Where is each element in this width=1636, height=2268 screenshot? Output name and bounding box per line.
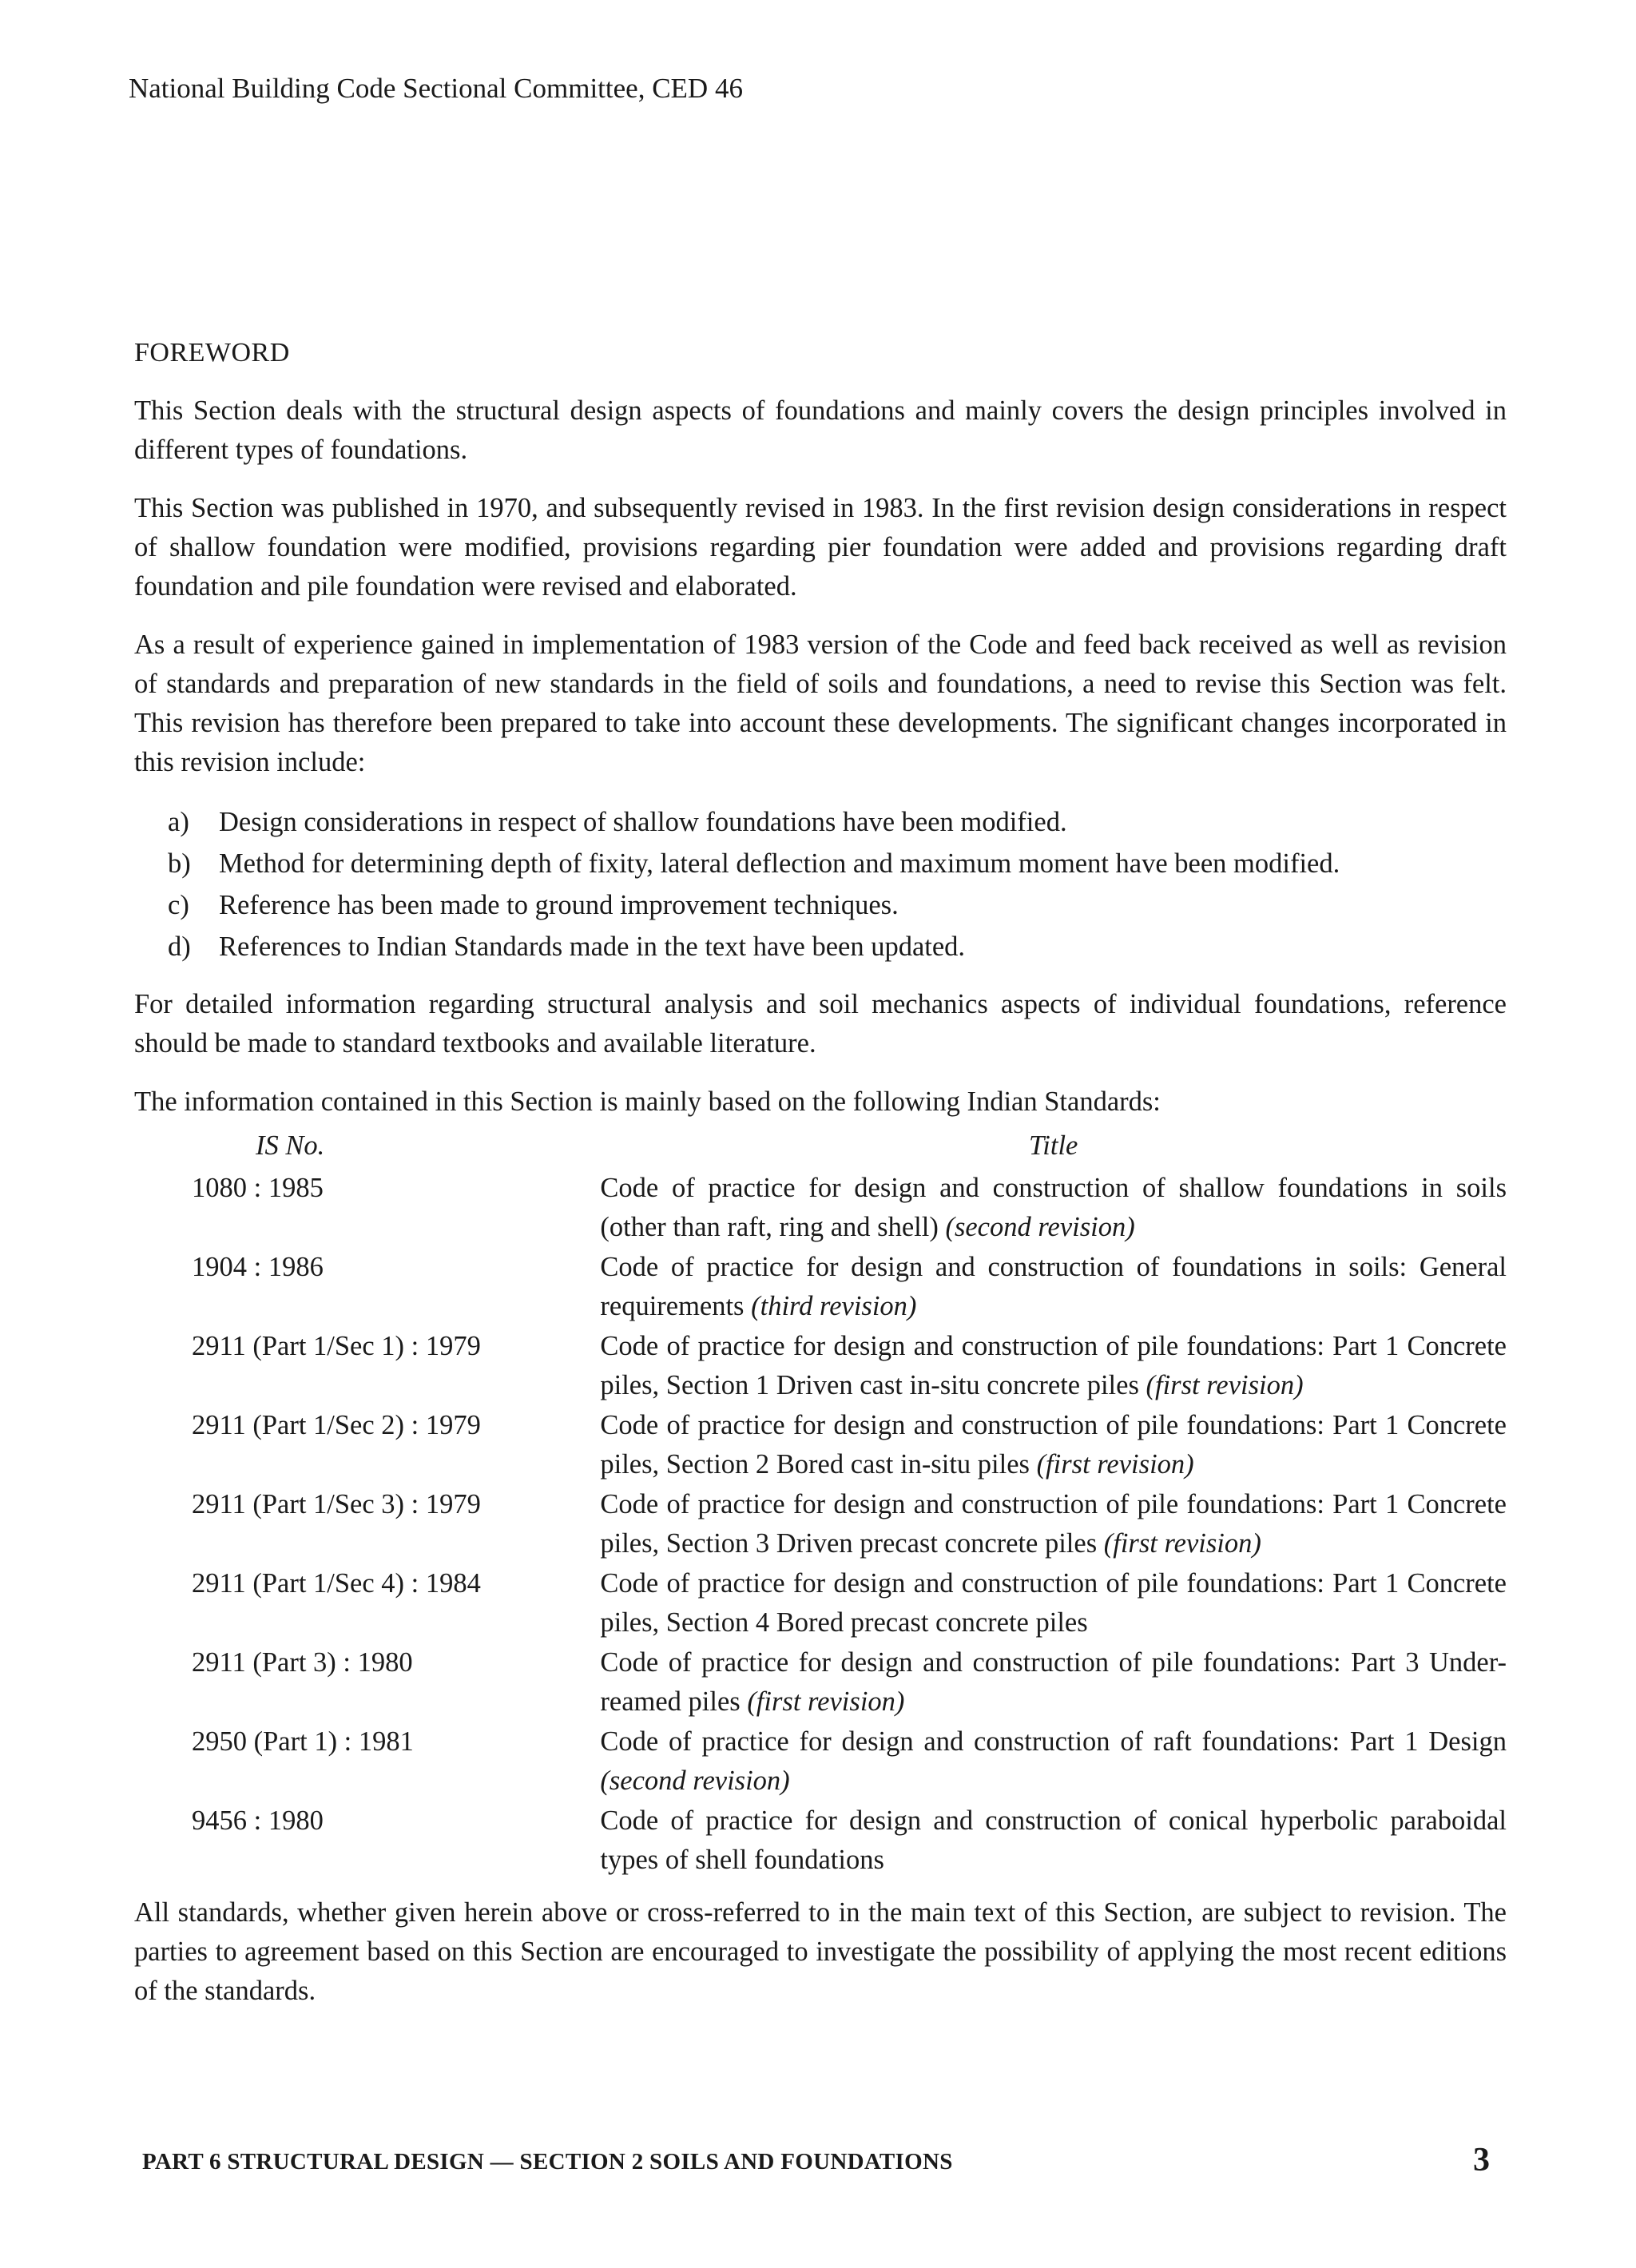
- standard-title-cell: [600, 1248, 1507, 1327]
- list-marker: c): [168, 890, 189, 920]
- column-header-isno: IS No.: [256, 1130, 325, 1161]
- paragraph-closing: All standards, whether given herein above or cross-referred to in the main text of this Section, are subject to revision. The parties to agreement based on this Section are encouraged to investigate the possibility of applying the most recent editions of the standards.: [134, 1897, 1507, 2006]
- list-item: [134, 884, 1507, 926]
- standards-table-body: [134, 1169, 1507, 1881]
- standard-title: Code of practice for design and construction of foundations in soils: General requirements: [600, 1252, 1507, 1321]
- standard-number: 2911 (Part 1/Sec 4) : 1984: [192, 1568, 481, 1599]
- paragraph-history: This Section was published in 1970, and subsequently revised in 1983. In the first revision design considerations in respect of shallow foundation were modified, provisions regarding pier foundation were added and provisions regarding draft foundation and pile foundation were revised and elaborated.: [134, 493, 1507, 602]
- standard-title-cell: [600, 1406, 1507, 1485]
- running-footer: PART 6 STRUCTURAL DESIGN — SECTION 2 SOILS AND FOUNDATIONS: [142, 2149, 953, 2175]
- list-item-text: Method for determining depth of fixity, lateral deflection and maximum moment have been modified.: [219, 848, 1340, 879]
- paragraph-revision: As a result of experience gained in implementation of 1983 version of the Code and feed back received as well as revision of standards and preparation of new standards in the field of soils and foundations, a need to revise this Section was felt. This revision has therefore been prepared to take into account these developments. The significant changes incorporated in this revision include:: [134, 630, 1507, 777]
- standard-title: Code of practice for design and construction of pile foundations: Part 1 Concrete piles, Section 2 Bored cast in-situ piles: [600, 1410, 1507, 1480]
- section-heading: FOREWORD: [134, 338, 290, 367]
- table-header-row: [134, 1126, 1507, 1169]
- standard-number: 1080 : 1985: [192, 1173, 324, 1203]
- standard-number: 2911 (Part 1/Sec 1) : 1979: [192, 1331, 481, 1361]
- list-marker: d): [168, 931, 191, 962]
- revision-note: (third revision): [751, 1291, 917, 1321]
- list-item-text: Design considerations in respect of shallow foundations have been modified.: [219, 807, 1067, 837]
- standard-title-cell: [600, 1485, 1507, 1564]
- table-row: [134, 1643, 1507, 1722]
- table-row: [134, 1327, 1507, 1406]
- standard-title-cell: [600, 1564, 1507, 1643]
- standard-number: 2911 (Part 1/Sec 3) : 1979: [192, 1489, 481, 1519]
- standard-title-cell: [600, 1722, 1507, 1801]
- standard-number: 9456 : 1980: [192, 1805, 324, 1836]
- table-row: [134, 1248, 1507, 1327]
- standard-title: Code of practice for design and construction of conical hyperbolic paraboidal types of shell foundations: [600, 1805, 1507, 1875]
- revision-note: (first revision): [1146, 1370, 1304, 1400]
- table-row: [134, 1169, 1507, 1248]
- column-header-title: Title: [1029, 1130, 1078, 1161]
- list-item: [134, 843, 1507, 884]
- list-item-text: Reference has been made to ground improvement techniques.: [219, 890, 899, 920]
- standard-title-cell: [600, 1327, 1507, 1406]
- standard-title: Code of practice for design and construction of pile foundations: Part 1 Concrete piles, Section 1 Driven cast in-situ concrete piles: [600, 1331, 1507, 1400]
- table-row: [134, 1801, 1507, 1881]
- paragraph-standards-intro: The information contained in this Section is mainly based on the following Indian Standards:: [134, 1086, 1161, 1117]
- table-row: [134, 1564, 1507, 1643]
- standard-title-cell: [600, 1801, 1507, 1881]
- list-marker: a): [168, 807, 189, 837]
- revision-note: (second revision): [600, 1766, 790, 1796]
- foreword-section: [134, 336, 1507, 2030]
- list-marker: b): [168, 848, 191, 879]
- list-item: [134, 801, 1507, 843]
- standard-title-cell: [600, 1643, 1507, 1722]
- list-item: [134, 926, 1507, 967]
- table-row: [134, 1722, 1507, 1801]
- running-header: National Building Code Sectional Committee, CED 46: [129, 73, 743, 104]
- standard-title: Code of practice for design and construction of raft foundations: Part 1 Design: [600, 1726, 1507, 1757]
- standard-title-cell: [600, 1169, 1507, 1248]
- changes-list: [134, 801, 1507, 967]
- revision-note: (first revision): [1036, 1449, 1194, 1480]
- standard-number: 2911 (Part 1/Sec 2) : 1979: [192, 1410, 481, 1440]
- paragraph-scope: This Section deals with the structural design aspects of foundations and mainly covers the design principles involved in different types of foundations.: [134, 395, 1507, 465]
- standard-number: 2911 (Part 3) : 1980: [192, 1647, 413, 1678]
- standard-title: Code of practice for design and construction of pile foundations: Part 1 Concrete piles, Section 4 Bored precast concrete piles: [600, 1568, 1507, 1638]
- standards-table: [134, 1126, 1507, 1881]
- standard-title: Code of practice for design and construction of pile foundations: Part 3 Under-reamed piles: [600, 1647, 1507, 1717]
- revision-note: (first revision): [747, 1686, 905, 1717]
- list-item-text: References to Indian Standards made in the text have been updated.: [219, 931, 966, 962]
- paragraph-reference: For detailed information regarding structural analysis and soil mechanics aspects of individual foundations, reference should be made to standard textbooks and available literature.: [134, 989, 1507, 1059]
- standard-number: 1904 : 1986: [192, 1252, 324, 1282]
- revision-note: (second revision): [945, 1212, 1135, 1242]
- standard-title: Code of practice for design and construction of shallow foundations in soils (other than raft, ring and shell): [600, 1173, 1507, 1242]
- standard-title: Code of practice for design and construction of pile foundations: Part 1 Concrete piles, Section 3 Driven precast concrete piles: [600, 1489, 1507, 1559]
- table-row: [134, 1485, 1507, 1564]
- revision-note: (first revision): [1103, 1528, 1261, 1559]
- table-row: [134, 1406, 1507, 1485]
- standard-number: 2950 (Part 1) : 1981: [192, 1726, 414, 1757]
- page-number: 3: [1473, 2142, 1490, 2179]
